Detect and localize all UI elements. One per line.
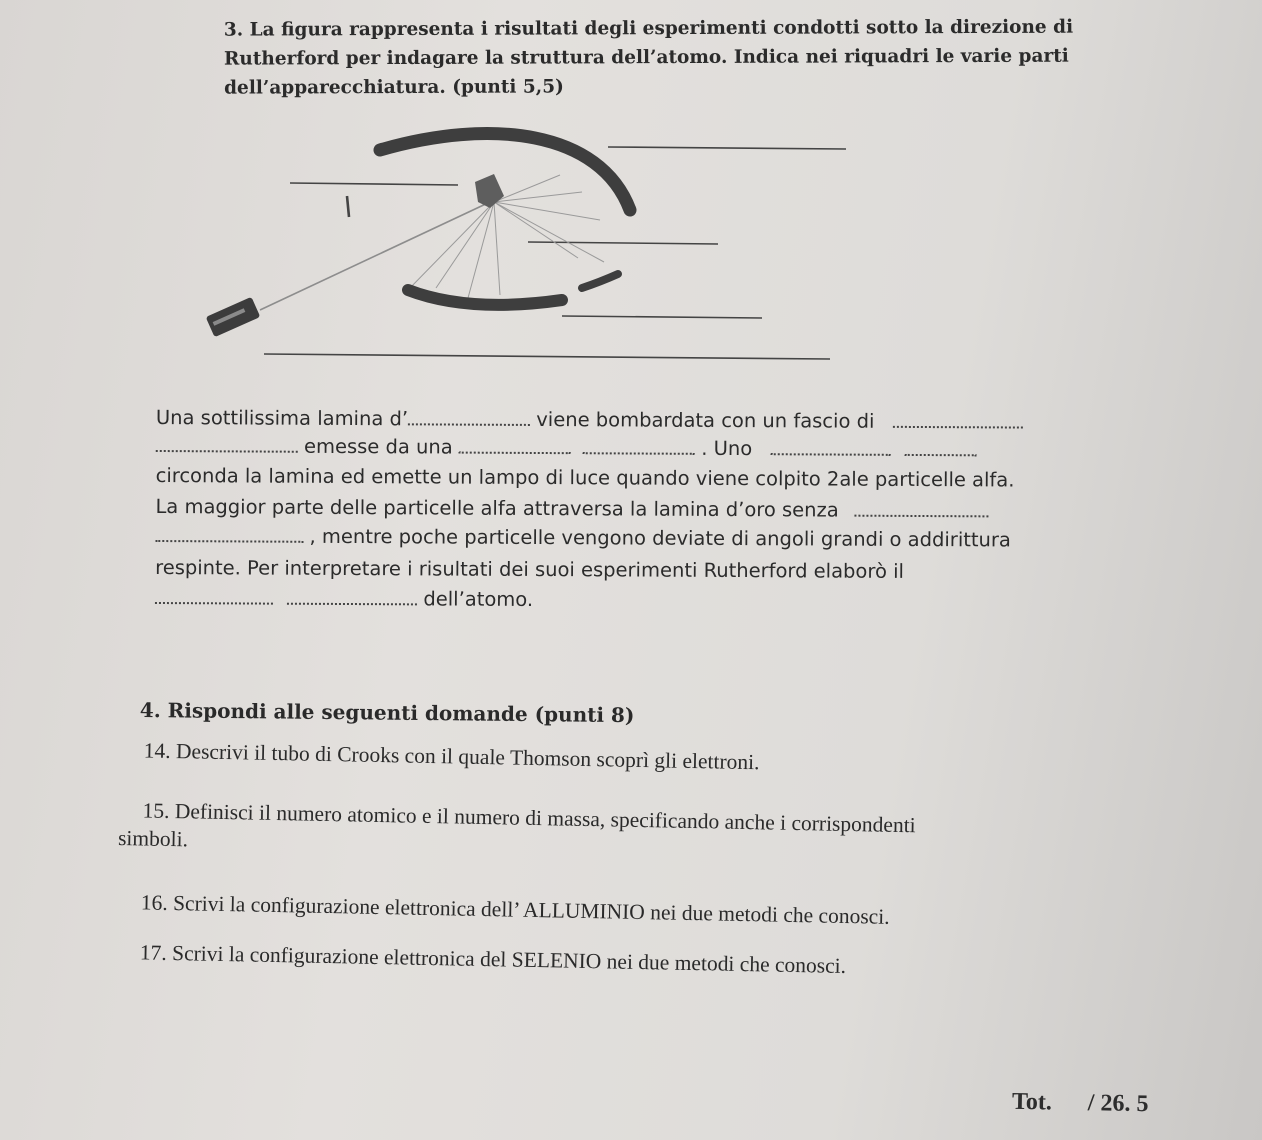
answer-box-lines [264,147,846,359]
paragraph-line-1: Una sottilissima lamina d’ viene bombardata con un fascio di [156,406,1023,434]
exercise-3-title-line-1: 3. La figura rappresenta i risultati degli esperimenti condotti sotto la direzione di [223,16,1074,41]
paragraph-line-3: circonda la lamina ed emette un lampo di luce quando viene colpito 2ale particelle alfa. [155,463,1015,492]
rutherford-apparatus-diagram [190,110,870,380]
blank-model-1[interactable] [155,588,273,605]
exercise-3-title-line-2: Rutherford per indagare la struttura dell’atomo. Indica nei riquadri le varie parti [223,45,1069,70]
paragraph-line-2: emesse da una . Uno [156,434,977,461]
blank-screen-1[interactable] [770,439,890,456]
total-value: / 26. 5 [1087,1090,1149,1118]
blank-deviation[interactable] [855,501,989,518]
exercise-3-title-line-3: dell’apparecchiatura. (punti 5,5) [224,76,564,99]
answer-line-top-right [608,147,846,149]
exercise-3-heading [224,12,1144,102]
question-14: 14. Descrivi il tubo di Crooks con il quale Thomson scoprì gli elettroni. [143,738,760,775]
blank-screen-2[interactable] [905,440,977,456]
blank-source-1[interactable] [459,438,571,455]
question-15-line-2: simboli. [117,825,189,852]
source-pin [347,196,349,217]
exercise-4-questions [117,738,1180,978]
question-15-line-1: 15. Definisci il numero atomico e il numero di massa, specificando anche i corrispondenti [142,798,916,838]
answer-line-top-left [290,183,458,185]
blank-deviation-2[interactable] [155,526,303,543]
exercise-4-heading: 4. Rispondi alle seguenti domande (punti 8) [139,698,635,728]
blank-model-2[interactable] [287,589,417,606]
paragraph-line-6: respinte. Per interpretare i risultati dei suoi esperimenti Rutherford elaborò il [155,555,905,583]
blank-metal[interactable] [408,409,530,426]
question-17: 17. Scrivi la configurazione elettronica del SELENIO nei due metodi che conosci. [139,940,847,978]
blank-particles[interactable] [156,436,298,453]
answer-line-lower [562,316,762,318]
alpha-particle-beam [260,202,490,310]
total-label: Tot. [1011,1088,1053,1116]
detector-screen-top-arc [380,134,630,210]
paragraph-line-4: La maggior parte delle particelle alfa attraversa la lamina d’oro senza [155,495,989,522]
alpha-source-block [206,297,261,337]
fill-in-paragraph [155,406,1146,611]
total-score [1012,1089,1149,1118]
paragraph-line-7: dell’atomo. [155,586,533,611]
blank-particle-beam[interactable] [893,412,1023,429]
question-16: 16. Scrivi la configurazione elettronica dell’ ALLUMINIO nei due metodi che conosci. [140,890,890,929]
detector-screen-bottom-arc [408,290,562,305]
detector-screen-right-arc [582,274,618,288]
answer-line-bottom [264,354,830,359]
deflected-particle-rays [408,175,604,298]
paragraph-line-5: , mentre poche particelle vengono deviate di angoli grandi o addirittura [155,524,1011,551]
blank-source-2[interactable] [583,438,695,455]
